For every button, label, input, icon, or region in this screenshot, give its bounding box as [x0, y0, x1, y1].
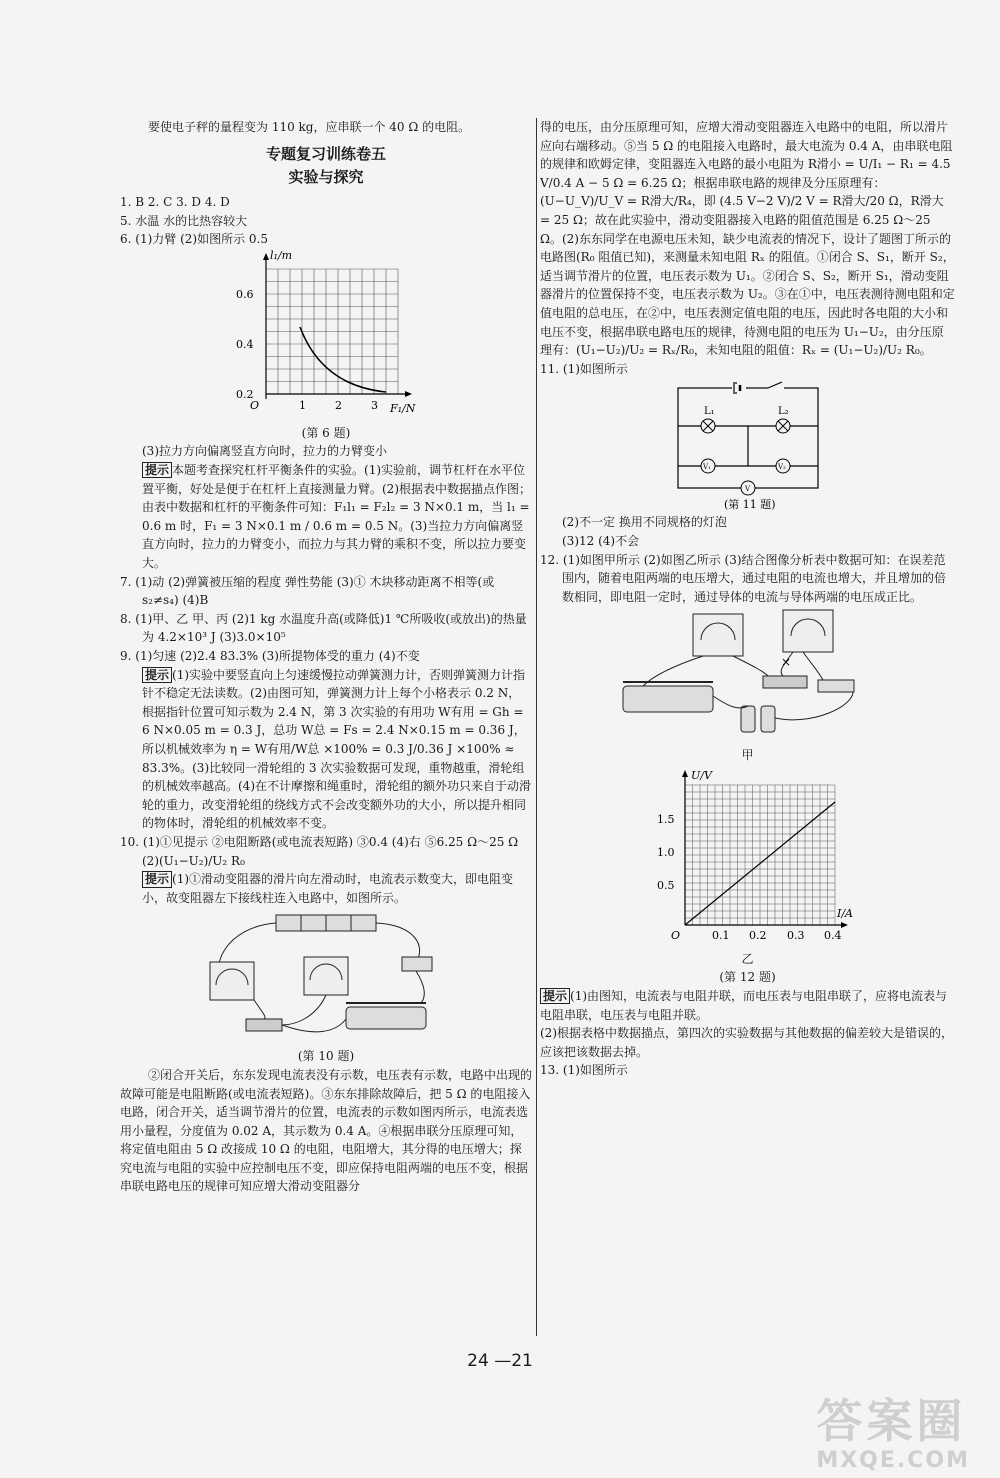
hint-q10: 提示 (1)①滑动变阻器的滑片向左滑动时，电流表示数变大，即电阻变小，故变阻器左下接线柱连入电路中，如图所示。 [142, 872, 514, 905]
answer-q8: 8. (1)甲、乙 甲、丙 (2)1 kg 水温度升高(或降低)1 ℃所吸收(或放出)的热量为 4.2×10³ J (3)3.0×10⁵ [120, 611, 527, 645]
q12-ytick: 0.5 [656, 878, 674, 892]
q12-xlabel: I/A [836, 906, 853, 920]
answer-q13: 13. (1)如图所示 [540, 1063, 628, 1078]
q12-ylabel: U/V [690, 768, 712, 782]
hint-label: 提示 [142, 871, 172, 887]
hint-q9: 提示 (1)实验中要竖直向上匀速缓慢拉动弹簧测力计，否则弹簧测力计指针不稳定无法读数。(2)由图可知，弹簧测力计上每个小格表示 0.2 N，根据指针位置可知示数为 2.4 N，第 3 次实验的有用功 W有用 = Gh = 6 N×0.05 m = 0.3 J，总功 W总 = Fs = 2.4 N×0.15 m = 0.36 J，所以机械效率为 η = W有用/W总 ×100% = 0.3 J/0.36 J ×100% ≈ 83.3%。(3)比较同一滑轮组的 3 次实验数据可发现，重物越重，滑轮组的机械效率越高。(4)在不计摩擦和绳重时，滑轮组的额外功只来自于动滑轮的重力，改变滑轮组的绕线方式不会改变额外功的大小，所以提升相同的物体时，滑轮组的机械效率不变。 [142, 667, 532, 831]
switch-icon [818, 680, 854, 692]
q12-ytick: 1.5 [656, 812, 674, 826]
q11-circuit-diagram [668, 378, 828, 513]
q12-chart [633, 765, 863, 950]
answer-q10-cont: ②闭合开关后，东东发现电流表没有示数，电压表有示数，电路中出现的故障可能是电阻断路(或电流表短路)。③东东排除故障后，把 5 Ω 的电阻接入电路，闭合开关，适当调节滑片的位置，电流表的示数如图丙所示，电流表选用小量程，分度值为 0.02 A，其示数为 0.4 A。④根据串联分压原理可知，将定值电阻由 5 Ω 改接成 10 Ω 的电阻，电阻增大，其分得的电压增大；探究电流与电阻的实验中应控制电压不变，即应保持电阻两端的电压不变，根据串联电路电压的规律可知应增大滑动变阻器分 [120, 1067, 533, 1194]
intro-text: 要使电子秤的量程变为 110 kg，应串联一个 40 Ω 的电阻。 [148, 120, 471, 134]
battery-icon [761, 706, 775, 732]
answer-q10-cont-right: 得的电压，由分压原理可知，应增大滑动变阻器连入电路中的电阻，所以滑片应向右端移动。⑤当 5 Ω 的电阻接入电路时，最大电流为 0.4 A，由串联电阻的规律和欧姆定律，变阻器连入电路的最小电阻为 R滑小 = U/I₁ − R₁ = 4.5 V/0.4 A − 5 Ω = 6.25 Ω；根据串联电路的规律及分压原理有：(U−U_V)/U_V = R滑大/R₄，即 (4.5 V−2 V)/2 V = R滑大/20 Ω，R滑大 = 25 Ω；故在此实验中，滑动变阻器接入电路的阻值范围是 6.25 Ω～25 Ω。(2)东东同学在电源电压未知，缺少电流表的情况下，设计了题图丁所示的电路图(R₀ 阻值已知)，来测量未知电阻 Rₓ 的阻值。①闭合 S、S₁，断开 S₂，适当调节滑片的位置，电压表示数为 U₁。②闭合 S、S₂，断开 S₁，滑动变阻器滑片的位置保持不变，电压表示数为 U₂。③在①中，电压表测待测电阻和定值电阻的总电压，在②中，电压表测定值电阻的电压，因此时各电阻的大小和电压不变，根据串联电路电压的规律，待测电阻的电压为 U₁−U₂，由分压原理有：(U₁−U₂)/U₂ = Rₓ/R₀，未知电阻的阻值：Rₓ = (U₁−U₂)/U₂ R₀。 [540, 120, 955, 358]
ammeter-icon [783, 610, 833, 652]
watermark-site: MXQE.COM [816, 1448, 970, 1473]
q6-xlabel: F₁/N [390, 401, 416, 415]
q11-caption: (第 11 题) [723, 498, 776, 512]
battery-icon [741, 706, 755, 732]
svg-text:L₂: L₂ [777, 406, 789, 418]
q12-xtick: 0.1 [711, 928, 729, 942]
rheostat-icon [623, 686, 713, 712]
answer-q11-3: (3)12 (4)不会 [562, 533, 640, 548]
q10-circuit-figure [196, 907, 456, 1047]
svg-text:V₁: V₁ [702, 463, 711, 472]
watermark [816, 1394, 970, 1478]
answer-q1-4: 1. B 2. C 3. D 4. D [120, 195, 230, 210]
q12-ytick: 1.0 [656, 845, 674, 859]
answer-q11-2: (2)不一定 换用不同规格的灯泡 [562, 515, 727, 530]
q12-origin: O [670, 928, 680, 942]
q6-origin: O [250, 398, 260, 412]
cross-mark-icon: × [780, 655, 791, 670]
q12-grid [685, 785, 835, 925]
hint-q12-2: (2)根据表格中数据描点，第四次的实验数据与其他数据的偏差较大是错误的，应该把该数据去掉。 [540, 1026, 954, 1059]
right-column [540, 118, 955, 1080]
q10-caption: (第 10 题) [297, 1049, 355, 1064]
q6-xtick: 2 [335, 398, 342, 412]
section-subtitle: 实验与探究 [288, 167, 364, 186]
q6-ytick: 0.4 [236, 337, 254, 351]
switch-icon [402, 957, 432, 971]
answer-q12: 12. (1)如图甲所示 (2)如图乙所示 (3)结合图像分析表中数据可知：在误差范围内，随着电阻两端的电压增大，通过电阻的电流也增大，并且增加的倍数相同，即电阻一定时，通过导体的电流与导体两端的电压成正比。 [540, 552, 947, 604]
left-column [120, 118, 532, 1196]
q12-caption: (第 12 题) [719, 970, 776, 985]
q12-chart-caption: 乙 [741, 951, 754, 966]
resistor-icon [246, 1019, 282, 1031]
answer-q6: 6. (1)力臂 (2)如图所示 0.5 [120, 232, 268, 247]
q6-chart [226, 249, 426, 424]
hint-label: 提示 [142, 667, 172, 683]
svg-text:V: V [744, 485, 750, 494]
q12-circuit-figure [613, 606, 883, 746]
svg-text:V₂: V₂ [777, 463, 786, 472]
q6-ytick: 0.6 [236, 287, 254, 301]
answer-q5: 5. 水温 水的比热容较大 [120, 213, 248, 228]
q6-ytick: 0.2 [236, 387, 254, 401]
q6-ylabel: l₁/m [270, 248, 293, 262]
watermark-logo: 答案圈 [816, 1394, 967, 1448]
q12-xtick: 0.2 [748, 928, 766, 942]
voltmeter-icon [693, 614, 743, 656]
hint-q6: 提示 本题考查探究杠杆平衡条件的实验。(1)实验前，调节杠杆在水平位置平衡，好处是便于在杠杆上直接测量力臂。(2)根据表中数据描点作图；由表中数据和杠杆的平衡条件可知：F₁l₁ = F₂l₂ = 3 N×0.1 m，当 l₁ = 0.6 m 时，F₁ = 3 N×0.1 m / 0.6 m = 0.5 N。(3)当拉力方向偏离竖直方向时，拉力的力臂变小，而拉力与其力臂的乘积不变，所以拉力要变大。 [142, 463, 532, 571]
hint-q12: 提示 (1)由图知，电流表与电阻并联，而电压表与电阻串联了，应将电流表与电阻串联，电压表与电阻并联。 [540, 989, 948, 1022]
q6-xtick: 1 [299, 398, 306, 412]
answer-q6-3: (3)拉力方向偏离竖直方向时，拉力的力臂变小 [142, 444, 387, 459]
q12-xtick: 0.3 [786, 928, 804, 942]
page-number: 24 —21 [467, 1351, 533, 1371]
answer-q7: 7. (1)动 (2)弹簧被压缩的程度 弹性势能 (3)① 木块移动距离不相等(或 s₂≠s₄) (4)B [120, 574, 495, 608]
hint-label: 提示 [142, 462, 172, 478]
q6-curve [300, 327, 386, 392]
answer-q11: 11. (1)如图所示 [540, 361, 628, 376]
q12-fig-a-caption: 甲 [741, 748, 754, 763]
hint-label: 提示 [540, 988, 570, 1004]
svg-text:L₁: L₁ [703, 406, 715, 418]
rheostat-icon [346, 1007, 426, 1029]
column-divider [536, 118, 537, 1336]
answer-q10: 10. (1)①见提示 ②电阻断路(或电流表短路) ③0.4 (4)右 ⑤6.25 Ω～25 Ω (2)(U₁−U₂)/U₂ R₀ [120, 834, 519, 868]
q6-xtick: 3 [371, 398, 378, 412]
answer-q9: 9. (1)匀速 (2)2.4 83.3% (3)所提物体受的重力 (4)不变 [120, 649, 420, 663]
section-title: 专题复习训练卷五 [265, 144, 386, 163]
resistor-icon [763, 676, 807, 688]
q12-xtick: 0.4 [823, 928, 841, 942]
q6-grid [266, 269, 398, 394]
q6-caption: (第 6 题) [301, 425, 351, 440]
